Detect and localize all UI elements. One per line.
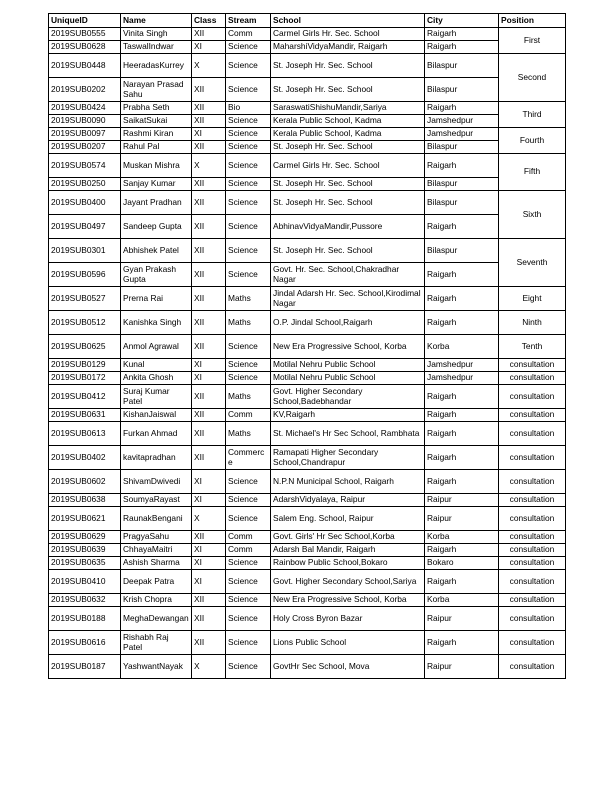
cell-uniqueid: 2019SUB0616 [49,631,121,655]
cell-position: consultation [499,494,566,507]
cell-name: Gyan Prakash Gupta [121,263,192,287]
cell-name: Anmol Agrawal [121,335,192,359]
cell-city: Raigarh [425,631,499,655]
cell-position: Third [499,102,566,128]
cell-uniqueid: 2019SUB0097 [49,128,121,141]
cell-city: Bilaspur [425,54,499,78]
cell-stream: Science [226,470,271,494]
table-row [49,54,566,78]
cell-stream: Bio [226,102,271,115]
cell-position: Fourth [499,128,566,154]
cell-school: Jindal Adarsh Hr. Sec. School,Kirodimal Nagar [271,287,425,311]
cell-school: Carmel Girls Hr. Sec. School [271,154,425,178]
table-row [49,178,566,191]
table-row [49,215,566,239]
cell-uniqueid: 2019SUB0400 [49,191,121,215]
cell-stream: Science [226,655,271,679]
header-class: Class [192,14,226,28]
cell-stream: Science [226,215,271,239]
cell-school: MaharshiVidyaMandir, Raigarh [271,41,425,54]
cell-uniqueid: 2019SUB0632 [49,594,121,607]
cell-class: XII [192,102,226,115]
cell-name: Suraj Kumar Patel [121,385,192,409]
cell-stream: Science [226,631,271,655]
cell-position: Seventh [499,239,566,287]
cell-class: XI [192,544,226,557]
cell-stream: Comm [226,544,271,557]
cell-school: Motilal Nehru Public School [271,372,425,385]
cell-school: SaraswatiShishuMandir,Sariya [271,102,425,115]
cell-name: Vinita Singh [121,28,192,41]
cell-class: X [192,507,226,531]
cell-city: Bilaspur [425,239,499,263]
cell-city: Korba [425,335,499,359]
cell-school: Lions Public School [271,631,425,655]
cell-uniqueid: 2019SUB0631 [49,409,121,422]
cell-class: X [192,54,226,78]
cell-position: Ninth [499,311,566,335]
table-row [49,570,566,594]
cell-position: consultation [499,655,566,679]
cell-city: Jamshedpur [425,128,499,141]
cell-class: XII [192,531,226,544]
cell-name: ChhayaMaitri [121,544,192,557]
table-row [49,655,566,679]
cell-uniqueid: 2019SUB0621 [49,507,121,531]
cell-stream: Comm [226,409,271,422]
cell-class: XII [192,446,226,470]
cell-city: Raigarh [425,446,499,470]
cell-school: Carmel Girls Hr. Sec. School [271,28,425,41]
table-row [49,154,566,178]
table-row [49,557,566,570]
cell-city: Bilaspur [425,191,499,215]
cell-position: consultation [499,594,566,607]
cell-school: St. Joseph Hr. Sec. School [271,191,425,215]
table-row [49,372,566,385]
table-row [49,28,566,41]
cell-uniqueid: 2019SUB0629 [49,531,121,544]
cell-name: Narayan Prasad Sahu [121,78,192,102]
cell-name: Prerna Rai [121,287,192,311]
cell-class: XII [192,311,226,335]
cell-city: Raigarh [425,41,499,54]
cell-uniqueid: 2019SUB0574 [49,154,121,178]
cell-city: Raigarh [425,215,499,239]
cell-city: Raigarh [425,287,499,311]
cell-name: MeghaDewangan [121,607,192,631]
cell-position: consultation [499,409,566,422]
table-row [49,531,566,544]
cell-uniqueid: 2019SUB0628 [49,41,121,54]
cell-city: Raigarh [425,311,499,335]
cell-class: XII [192,335,226,359]
table-row [49,494,566,507]
cell-uniqueid: 2019SUB0613 [49,422,121,446]
cell-uniqueid: 2019SUB0187 [49,655,121,679]
cell-stream: Science [226,191,271,215]
cell-position: consultation [499,557,566,570]
cell-position: consultation [499,507,566,531]
cell-uniqueid: 2019SUB0172 [49,372,121,385]
cell-uniqueid: 2019SUB0512 [49,311,121,335]
table-row [49,594,566,607]
cell-city: Raigarh [425,28,499,41]
cell-stream: Science [226,78,271,102]
cell-stream: Science [226,594,271,607]
cell-uniqueid: 2019SUB0638 [49,494,121,507]
cell-stream: Comm [226,28,271,41]
cell-class: XI [192,359,226,372]
cell-city: Raipur [425,507,499,531]
cell-position: consultation [499,446,566,470]
header-position: Position [499,14,566,28]
cell-class: XII [192,78,226,102]
table-row [49,115,566,128]
cell-class: XI [192,372,226,385]
results-sheet [48,13,565,679]
cell-uniqueid: 2019SUB0250 [49,178,121,191]
cell-stream: Science [226,263,271,287]
cell-position: First [499,28,566,54]
table-row [49,422,566,446]
cell-city: Raigarh [425,385,499,409]
cell-class: XI [192,557,226,570]
cell-name: Furkan Ahmad [121,422,192,446]
cell-name: Prabha Seth [121,102,192,115]
header-school: School [271,14,425,28]
cell-school: Motilal Nehru Public School [271,359,425,372]
cell-stream: Science [226,570,271,594]
table-row [49,128,566,141]
cell-stream: Science [226,41,271,54]
table-row [49,359,566,372]
cell-name: YashwantNayak [121,655,192,679]
cell-name: Kunal [121,359,192,372]
cell-city: Jamshedpur [425,115,499,128]
table-row [49,335,566,359]
cell-city: Raigarh [425,470,499,494]
cell-school: St. Joseph Hr. Sec. School [271,141,425,154]
cell-name: PragyaSahu [121,531,192,544]
table-row [49,385,566,409]
cell-name: Abhishek Patel [121,239,192,263]
cell-city: Korba [425,594,499,607]
cell-uniqueid: 2019SUB0527 [49,287,121,311]
cell-name: KishanJaiswal [121,409,192,422]
cell-uniqueid: 2019SUB0448 [49,54,121,78]
cell-class: XII [192,422,226,446]
cell-class: XI [192,41,226,54]
cell-stream: Science [226,178,271,191]
cell-stream: Science [226,239,271,263]
table-row [49,78,566,102]
cell-school: Govt. Girls' Hr Sec School,Korba [271,531,425,544]
cell-stream: Maths [226,311,271,335]
cell-school: Salem Eng. School, Raipur [271,507,425,531]
cell-position: consultation [499,470,566,494]
cell-name: Kanishka Singh [121,311,192,335]
header-city: City [425,14,499,28]
cell-school: GovtHr Sec School, Mova [271,655,425,679]
cell-stream: Science [226,54,271,78]
header-uniqueid: UniqueID [49,14,121,28]
cell-uniqueid: 2019SUB0497 [49,215,121,239]
cell-name: RaunakBengani [121,507,192,531]
cell-city: Raigarh [425,570,499,594]
cell-name: Deepak Patra [121,570,192,594]
cell-city: Jamshedpur [425,372,499,385]
cell-uniqueid: 2019SUB0639 [49,544,121,557]
cell-position: consultation [499,422,566,446]
cell-uniqueid: 2019SUB0301 [49,239,121,263]
cell-stream: Maths [226,422,271,446]
table-row [49,41,566,54]
cell-city: Bilaspur [425,178,499,191]
cell-school: St. Michael's Hr Sec School, Rambhata [271,422,425,446]
cell-position: consultation [499,385,566,409]
cell-city: Raigarh [425,263,499,287]
cell-class: XII [192,385,226,409]
cell-class: XII [192,594,226,607]
cell-school: St. Joseph Hr. Sec. School [271,54,425,78]
cell-position: consultation [499,631,566,655]
cell-position: consultation [499,544,566,557]
cell-class: XII [192,631,226,655]
table-row [49,102,566,115]
cell-city: Bilaspur [425,141,499,154]
table-row [49,239,566,263]
cell-school: Ramapati Higher Secondary School,Chandrapur [271,446,425,470]
cell-school: AdarshVidyalaya, Raipur [271,494,425,507]
cell-stream: Commerce [226,446,271,470]
cell-uniqueid: 2019SUB0555 [49,28,121,41]
cell-position: Tenth [499,335,566,359]
results-table [48,13,566,679]
cell-position: consultation [499,570,566,594]
cell-stream: Science [226,359,271,372]
cell-class: XII [192,191,226,215]
cell-school: N.P.N Municipal School, Raigarh [271,470,425,494]
cell-city: Raipur [425,655,499,679]
table-row [49,141,566,154]
cell-name: Ashish Sharma [121,557,192,570]
cell-city: Bokaro [425,557,499,570]
cell-school: New Era Progressive School, Korba [271,594,425,607]
header-name: Name [121,14,192,28]
cell-name: Rahul Pal [121,141,192,154]
header-stream: Stream [226,14,271,28]
cell-name: SaikatSukai [121,115,192,128]
cell-school: St. Joseph Hr. Sec. School [271,78,425,102]
cell-class: XI [192,128,226,141]
cell-position: consultation [499,372,566,385]
cell-city: Raipur [425,607,499,631]
table-row [49,191,566,215]
header-row [49,14,566,28]
cell-uniqueid: 2019SUB0635 [49,557,121,570]
cell-position: Second [499,54,566,102]
cell-stream: Science [226,507,271,531]
cell-class: XII [192,115,226,128]
cell-stream: Science [226,607,271,631]
cell-school: Govt. Higher Secondary School,Sariya [271,570,425,594]
cell-uniqueid: 2019SUB0129 [49,359,121,372]
cell-city: Raigarh [425,422,499,446]
cell-name: ShivamDwivedi [121,470,192,494]
cell-school: O.P. Jindal School,Raigarh [271,311,425,335]
cell-school: Holy Cross Byron Bazar [271,607,425,631]
cell-uniqueid: 2019SUB0596 [49,263,121,287]
cell-city: Raipur [425,494,499,507]
table-row [49,631,566,655]
cell-school: KV,Raigarh [271,409,425,422]
cell-name: SoumyaRayast [121,494,192,507]
cell-school: AbhinavVidyaMandir,Pussore [271,215,425,239]
cell-uniqueid: 2019SUB0207 [49,141,121,154]
cell-position: consultation [499,607,566,631]
cell-name: TaswalIndwar [121,41,192,54]
cell-class: XII [192,239,226,263]
cell-position: Eight [499,287,566,311]
cell-name: Sandeep Gupta [121,215,192,239]
cell-stream: Maths [226,385,271,409]
cell-school: Kerala Public School, Kadma [271,128,425,141]
cell-class: XII [192,607,226,631]
cell-class: XI [192,494,226,507]
cell-class: XI [192,570,226,594]
cell-uniqueid: 2019SUB0602 [49,470,121,494]
cell-position: Sixth [499,191,566,239]
cell-stream: Science [226,557,271,570]
cell-stream: Maths [226,287,271,311]
cell-stream: Comm [226,531,271,544]
cell-class: XII [192,28,226,41]
cell-school: Govt. Hr. Sec. School,Chakradhar Nagar [271,263,425,287]
cell-position: Fifth [499,154,566,191]
cell-class: XII [192,141,226,154]
cell-class: X [192,655,226,679]
cell-school: New Era Progressive School, Korba [271,335,425,359]
cell-name: Sanjay Kumar [121,178,192,191]
cell-stream: Science [226,115,271,128]
cell-uniqueid: 2019SUB0188 [49,607,121,631]
cell-class: XII [192,287,226,311]
cell-school: St. Joseph Hr. Sec. School [271,239,425,263]
cell-uniqueid: 2019SUB0402 [49,446,121,470]
cell-city: Raigarh [425,154,499,178]
table-row [49,607,566,631]
cell-city: Bilaspur [425,78,499,102]
table-row [49,409,566,422]
cell-school: Kerala Public School, Kadma [271,115,425,128]
cell-name: Rashmi Kiran [121,128,192,141]
cell-name: Ankita Ghosh [121,372,192,385]
cell-name: Jayant Pradhan [121,191,192,215]
cell-stream: Science [226,141,271,154]
table-row [49,544,566,557]
cell-uniqueid: 2019SUB0202 [49,78,121,102]
cell-city: Raigarh [425,409,499,422]
cell-class: XII [192,178,226,191]
table-row [49,311,566,335]
cell-uniqueid: 2019SUB0424 [49,102,121,115]
cell-uniqueid: 2019SUB0625 [49,335,121,359]
table-row [49,287,566,311]
cell-class: XII [192,215,226,239]
cell-school: Rainbow Public School,Bokaro [271,557,425,570]
cell-city: Raigarh [425,102,499,115]
cell-stream: Science [226,494,271,507]
cell-city: Korba [425,531,499,544]
table-row [49,470,566,494]
cell-name: Muskan Mishra [121,154,192,178]
table-row [49,507,566,531]
cell-name: Krish Chopra [121,594,192,607]
cell-stream: Science [226,154,271,178]
cell-name: Rishabh Raj Patel [121,631,192,655]
table-row [49,263,566,287]
cell-stream: Science [226,128,271,141]
cell-stream: Science [226,335,271,359]
cell-class: XI [192,470,226,494]
cell-stream: Science [226,372,271,385]
cell-school: Govt. Higher Secondary School,Badebhandar [271,385,425,409]
cell-city: Raigarh [425,544,499,557]
cell-position: consultation [499,359,566,372]
cell-class: X [192,154,226,178]
cell-name: HeeradasKurrey [121,54,192,78]
cell-city: Jamshedpur [425,359,499,372]
table-row [49,446,566,470]
cell-class: XII [192,263,226,287]
cell-school: St. Joseph Hr. Sec. School [271,178,425,191]
cell-uniqueid: 2019SUB0090 [49,115,121,128]
cell-uniqueid: 2019SUB0410 [49,570,121,594]
table-body [49,28,566,679]
cell-school: Adarsh Bal Mandir, Raigarh [271,544,425,557]
cell-class: XII [192,409,226,422]
cell-name: kavitapradhan [121,446,192,470]
cell-position: consultation [499,531,566,544]
cell-uniqueid: 2019SUB0412 [49,385,121,409]
